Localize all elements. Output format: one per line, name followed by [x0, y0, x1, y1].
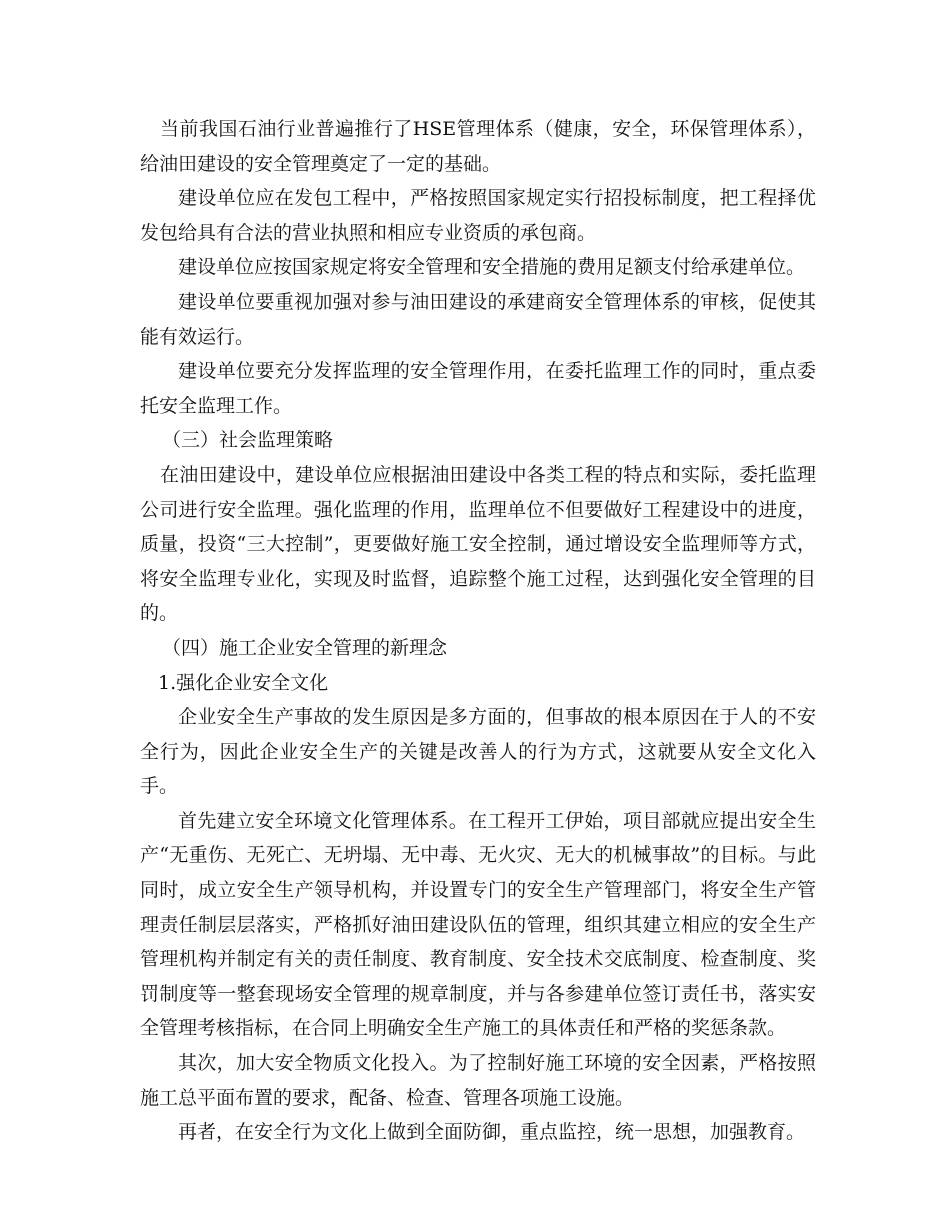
paragraph-material-culture: 其次，加大安全物质文化投入。为了控制好施工环境的安全因素，严格按照施工总平面布置的要求，配备、检查、管理各项施工设施。	[140, 1052, 816, 1109]
paragraph-social-supervision: 在油田建设中，建设单位应根据油田建设中各类工程的特点和实际，委托监理公司进行安全监理。强化监理的作用，监理单位不但要做好工程建设中的进度，质量，投资“三大控制”，更要做好施工安全控制，通过增设安全监理师等方式，将安全监理专业化，实现及时监督，追踪整个施工过程，达到强化安全管理的目的。	[140, 463, 816, 625]
paragraph-hse-intro: 当前我国石油行业普遍推行了HSE管理体系（健康，安全，环保管理体系），给油田建设的安全管理奠定了一定的基础。	[140, 118, 816, 175]
subsection-heading-safety-culture: 1.强化企业安全文化	[158, 671, 329, 694]
paragraph-environment-system: 首先建立安全环境文化管理体系。在工程开工伊始，项目部就应提出安全生产“无重伤、无死亡、无坍塌、无中毒、无火灾、无大的机械事故”的目标。与此同时，成立安全生产领导机构，并设置专门的安全生产管理部门，将安全生产管理责任制层层落实，严格抓好油田建设队伍的管理，组织其建立相应的安全生产管理机构并制定有关的责任制度、教育制度、安全技术交底制度、检查制度、奖罚制度等一整套现场安全管理的规章制度，并与各参建单位签订责任书，落实安全管理考核指标，在合同上明确安全生产施工的具体责任和严格的奖惩条款。	[140, 809, 816, 1040]
paragraph-contractor-review: 建设单位要重视加强对参与油田建设的承建商安全管理体系的审核，促使其能有效运行。	[140, 290, 816, 348]
section-heading-social-supervision: （三）社会监理策略	[162, 429, 334, 452]
paragraph-tendering: 建设单位应在发包工程中，严格按照国家规定实行招投标制度，把工程择优发包给具有合法的营业执照和相应专业资质的承包商。	[140, 187, 816, 244]
paragraph-behavior-culture: 再者，在安全行为文化上做到全面防御，重点监控，统一思想，加强教育。	[178, 1121, 806, 1144]
paragraph-safety-funding: 建设单位应按国家规定将安全管理和安全措施的费用足额支付给承建单位。	[178, 256, 806, 279]
paragraph-accident-causes: 企业安全生产事故的发生原因是多方面的，但事故的根本原因在于人的不安全行为，因此企业安全生产的关键是改善人的行为方式，这就要从安全文化入手。	[140, 706, 816, 798]
paragraph-supervision-role: 建设单位要充分发挥监理的安全管理作用，在委托监理工作的同时，重点委托安全监理工作。	[140, 360, 816, 417]
section-heading-new-concept: （四）施工企业安全管理的新理念	[162, 636, 448, 659]
document-page	[140, 112, 816, 1150]
